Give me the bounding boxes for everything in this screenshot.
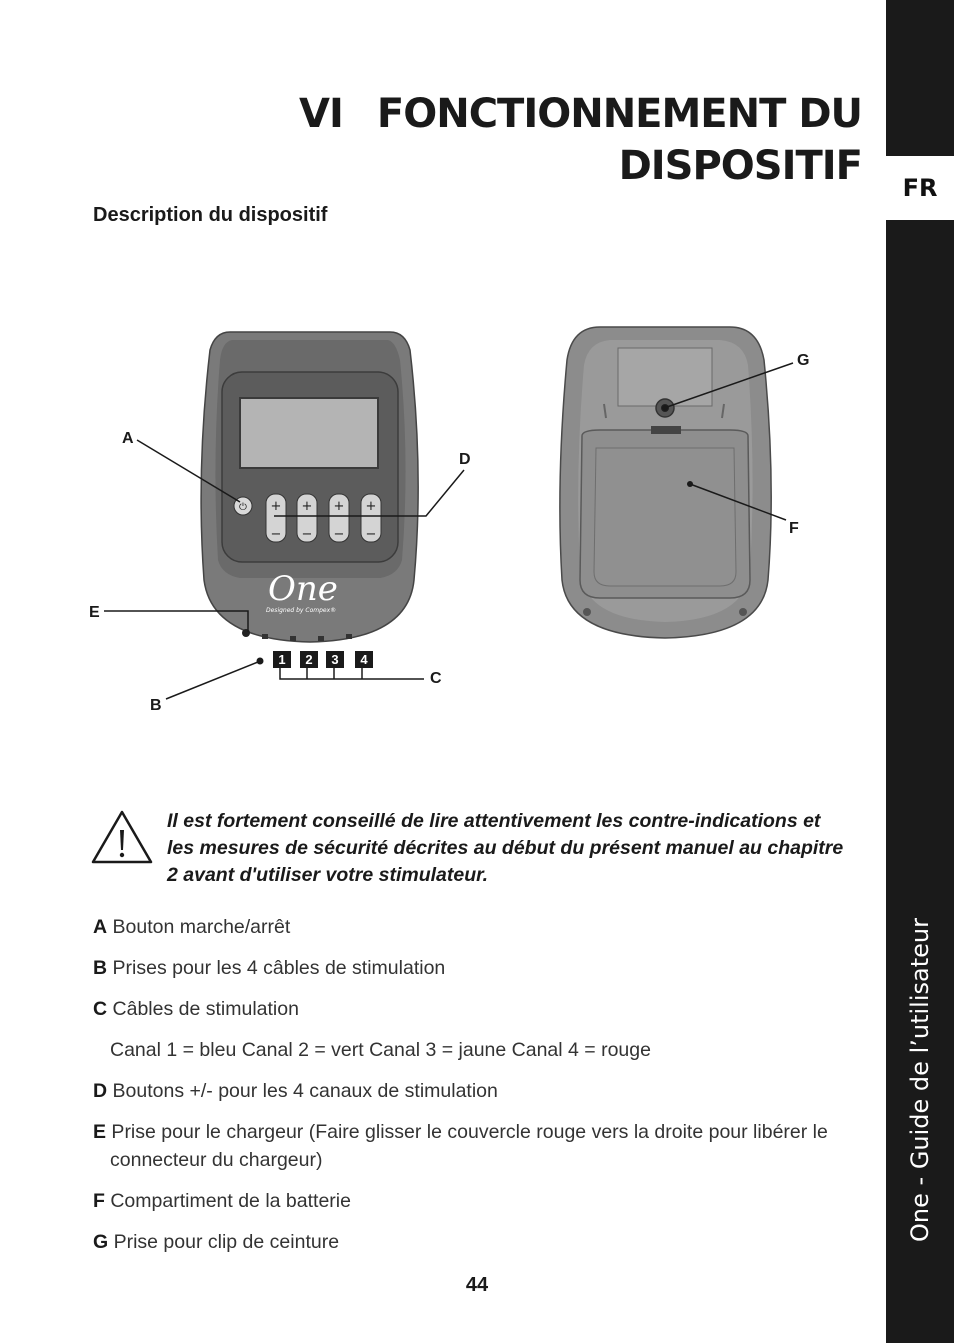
label-b: B xyxy=(150,697,162,714)
channel-number-2: 2 xyxy=(305,652,313,667)
legend-item-g: G Prise pour clip de ceinture xyxy=(93,1231,340,1253)
logo-text: One xyxy=(268,569,338,609)
label-e: E xyxy=(89,604,100,621)
label-g: G xyxy=(797,352,810,369)
section-subtitle: Description du dispositif xyxy=(93,204,328,226)
language-tab: FR xyxy=(886,156,954,220)
device-back xyxy=(560,327,771,638)
title-line-2: DISPOSITIF xyxy=(618,143,862,189)
label-c: C xyxy=(430,670,442,687)
svg-text:−: − xyxy=(270,527,282,542)
channel-number-4: 4 xyxy=(360,652,368,667)
legend-item-a: A Bouton marche/arrêt xyxy=(93,916,291,938)
svg-text:+: + xyxy=(301,499,313,514)
device-diagram xyxy=(80,318,840,728)
warning-text: Il est fortement conseillé de lire attentivement les contre-indications et les mesures de sécurité décrites au début du présent manuel au chapitre 2 avant d'utiliser votre stimulateur. xyxy=(167,810,844,886)
guide-title-vertical: One - Guide de l’utilisateur xyxy=(906,918,934,1242)
label-a: A xyxy=(122,430,134,447)
svg-text:+: + xyxy=(270,499,282,514)
svg-text:+: + xyxy=(365,499,377,514)
svg-text:−: − xyxy=(333,527,345,542)
legend-item-c: C Câbles de stimulation xyxy=(93,998,299,1020)
legend-item-e: E Prise pour le chargeur (Faire glisser le couvercle rouge vers la droite pour libérer le connecteur du chargeur) xyxy=(93,1121,828,1171)
channel-number-1: 1 xyxy=(278,652,286,667)
sidebar-top-block xyxy=(886,0,954,156)
title-line-1: FONCTIONNEMENT DU xyxy=(376,91,862,137)
page-title xyxy=(299,88,862,192)
svg-text:⏻: ⏻ xyxy=(239,502,247,513)
channel-number-boxes xyxy=(273,651,373,668)
legend-item-d: D Boutons +/- pour les 4 canaux de stimulation xyxy=(93,1080,498,1102)
legend-item-channel-colors: Canal 1 = bleu Canal 2 = vert Canal 3 = jaune Canal 4 = rouge xyxy=(110,1039,651,1061)
svg-text:−: − xyxy=(365,527,377,542)
page-number: 44 xyxy=(465,1274,489,1296)
device-front xyxy=(201,332,418,642)
label-f: F xyxy=(789,520,799,537)
legend-item-f: F Compartiment de la batterie xyxy=(93,1190,351,1212)
svg-text:+: + xyxy=(333,499,345,514)
label-d: D xyxy=(459,451,471,468)
svg-text:−: − xyxy=(301,527,313,542)
chapter-number: VI xyxy=(299,91,343,137)
logo-tagline: Designed by Compex® xyxy=(266,607,337,614)
warning-triangle-icon xyxy=(90,808,154,866)
legend-item-b: B Prises pour les 4 câbles de stimulation xyxy=(93,957,446,979)
legend-list xyxy=(93,913,863,1269)
channel-number-3: 3 xyxy=(331,652,339,667)
